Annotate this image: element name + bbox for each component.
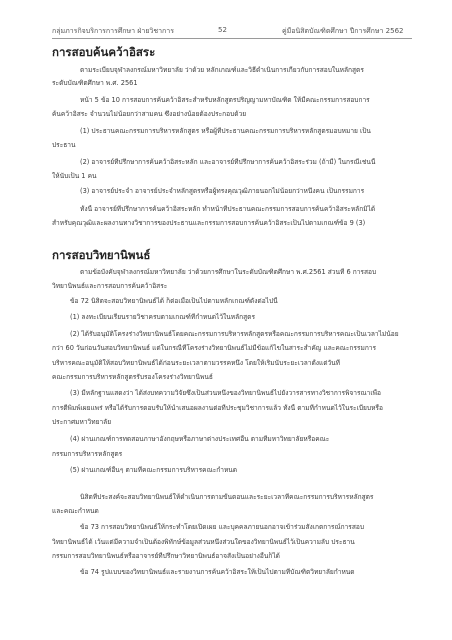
header-right: คู่มือนิสิตบัณฑิตศึกษา ปีการศึกษา 2562 bbox=[282, 27, 404, 35]
paragraph-line: คณะกรรมการบริหารหลักสูตรรับรองโครงร่างวิทยานิพนธ์ bbox=[52, 373, 213, 381]
paragraph-line: สำหรับคุณวุฒิและผลงานทางวิชาการของประธานและกรรมการสอบการค้นคว้าอิสระเป็นไปตามเกณฑ์ข้อ 9 (3) bbox=[52, 219, 366, 227]
paragraph-line: ค้นคว้าอิสระ จำนวนไม่น้อยกว่าสามคน ซึ่งอย่างน้อยต้องประกอบด้วย bbox=[52, 110, 247, 118]
paragraph-line: ตามระเบียบจุฬาลงกรณ์มหาวิทยาลัย ว่าด้วย หลักเกณฑ์และวิธีดำเนินการเกี่ยวกับการสอบในหลักสูตร bbox=[80, 66, 364, 74]
paragraph-line: การตีพิมพ์เผยแพร่ หรือได้รับการตอบรับให้นำเสนอผลงานต่อที่ประชุมวิชาการแล้ว ทั้งนี้ ตามที่กำหนดไว้ในระเบียบหรือ bbox=[52, 404, 383, 412]
paragraph-line: ข้อ 72 นิสิตจะสอบวิทยานิพนธ์ได้ ก็ต่อเมื่อเป็นไปตามหลักเกณฑ์ดังต่อไปนี้ bbox=[70, 297, 278, 305]
paragraph-line: (5) ผ่านเกณฑ์อื่นๆ ตามที่คณะกรรมการบริหารคณะกำหนด bbox=[70, 466, 238, 474]
paragraph-line: (3) อาจารย์ประจำ อาจารย์ประจำหลักสูตรหรือผู้ทรงคุณวุฒิภายนอกไม่น้อยกว่าหนึ่งคน เป็นกรรมการ bbox=[80, 187, 365, 195]
paragraph-line: (4) ผ่านเกณฑ์การทดสอบภาษาอังกฤษหรือภาษาต่างประเทศอื่น ตามที่มหาวิทยาลัยหรือคณะ bbox=[70, 435, 330, 443]
paragraph-line: (1) ประธานคณะกรรมการบริหารหลักสูตร หรือผู้ที่ประธานคณะกรรมการบริหารหลักสูตรมอบหมาย เป็น bbox=[80, 127, 371, 135]
paragraph-line: กรรมการบริหารหลักสูตร bbox=[52, 450, 123, 458]
paragraph-line: วิทยานิพนธ์ได้ เว้นแต่มีความจำเป็นต้องพิทักษ์ข้อมูลส่วนหนึ่งส่วนใดของวิทยานิพนธ์ไว้เป็นความลับ ประธาน bbox=[52, 538, 355, 546]
paragraph-line: (3) มีหลักฐานแสดงว่า ได้ส่งบทความวิจัยซึ่งเป็นส่วนหนึ่งของวิทยานิพนธ์ไปยังวารสารทางวิชาการพิจารณาเพื่อ bbox=[70, 389, 381, 397]
paragraph-line: บริหารคณะอนุมัติให้สอบวิทยานิพนธ์ได้ก่อนระยะเวลาตามวรรคหนึ่ง โดยให้เริ่มนับระยะเวลาตั้งแต่วันที่ bbox=[52, 359, 341, 367]
paragraph-line: ประธาน bbox=[52, 141, 76, 149]
paragraph-line: ประกาศมหาวิทยาลัย bbox=[52, 418, 112, 426]
paragraph-line: ให้นับเป็น 1 คน bbox=[52, 172, 97, 180]
paragraph-line: วิทยานิพนธ์และการสอบการค้นคว้าอิสระ bbox=[52, 282, 168, 290]
paragraph-line: ทั้งนี้ อาจารย์ที่ปรึกษาการค้นคว้าอิสระหลัก ทำหน้าที่ประธานคณะกรรมการสอบการค้นคว้าอิสระหลักมิได้ bbox=[80, 205, 376, 213]
paragraph-line: และคณะกำหนด bbox=[52, 507, 99, 515]
paragraph-line: (1) ลงทะเบียนเรียนรายวิชาครบตามเกณฑ์ที่กำหนดไว้ในหลักสูตร bbox=[70, 313, 256, 321]
paragraph-line: ตามข้อบังคับจุฬาลงกรณ์มหาวิทยาลัย ว่าด้วยการศึกษาในระดับบัณฑิตศึกษา พ.ศ.2561 ส่วนที่ 6 การสอบ bbox=[80, 268, 377, 276]
page-number: 52 bbox=[218, 26, 227, 34]
paragraph-line: กรรมการสอบวิทยานิพนธ์หรืออาจารย์ที่ปรึกษาวิทยานิพนธ์อาจสั่งเป็นอย่างอื่นก็ได้ bbox=[52, 552, 280, 560]
header-left: กลุ่มภารกิจบริการการศึกษา ฝ่ายวิชาการ bbox=[52, 27, 174, 35]
paragraph-line: กว่า 60 วันก่อนวันสอบวิทยานิพนธ์ แต่ในกรณีที่โครงร่างวิทยานิพนธ์ไม่มีข้อแก้ไขในสาระสำคัญ และคณะกรรมการ bbox=[52, 344, 377, 352]
paragraph-line: ข้อ 73 การสอบวิทยานิพนธ์ให้กระทำโดยเปิดเผย และบุคคลภายนอกอาจเข้าร่วมสังเกตการณ์การสอบ bbox=[80, 523, 364, 531]
paragraph-line: นิสิตที่ประสงค์จะสอบวิทยานิพนธ์ให้ดำเนินการตามขั้นตอนและระยะเวลาที่คณะกรรมการบริหารหลักสูตร bbox=[80, 493, 374, 501]
paragraph-line: (2) อาจารย์ที่ปรึกษาการค้นคว้าอิสระหลัก และอาจารย์ที่ปรึกษาการค้นคว้าอิสระร่วม (ถ้ามี) ในกรณีเช่นนี้ bbox=[80, 158, 376, 166]
section-title-research: การสอบค้นคว้าอิสระ bbox=[52, 45, 156, 59]
paragraph-line: (2) ได้รับอนุมัติโครงร่างวิทยานิพนธ์โดยคณะกรรมการบริหารหลักสูตรหรือคณะกรรมการบริหารคณะเป็นเวลาไม่น้อย bbox=[70, 330, 399, 338]
paragraph-line: ระดับบัณฑิตศึกษา พ.ศ. 2561 bbox=[52, 79, 138, 87]
paragraph-line: หน้า 5 ข้อ 10 การสอบการค้นคว้าอิสระสำหรับหลักสูตรปริญญามหาบัณฑิต ให้มีคณะกรรมการสอบการ bbox=[80, 96, 370, 104]
section-title-thesis: การสอบวิทยานิพนธ์ bbox=[52, 248, 151, 262]
header-rule bbox=[52, 38, 412, 39]
paragraph-line: ข้อ 74 รูปแบบของวิทยานิพนธ์และรายงานการค้นคว้าอิสระให้เป็นไปตามที่บัณฑิตวิทยาลัยกำหนด bbox=[80, 568, 355, 576]
